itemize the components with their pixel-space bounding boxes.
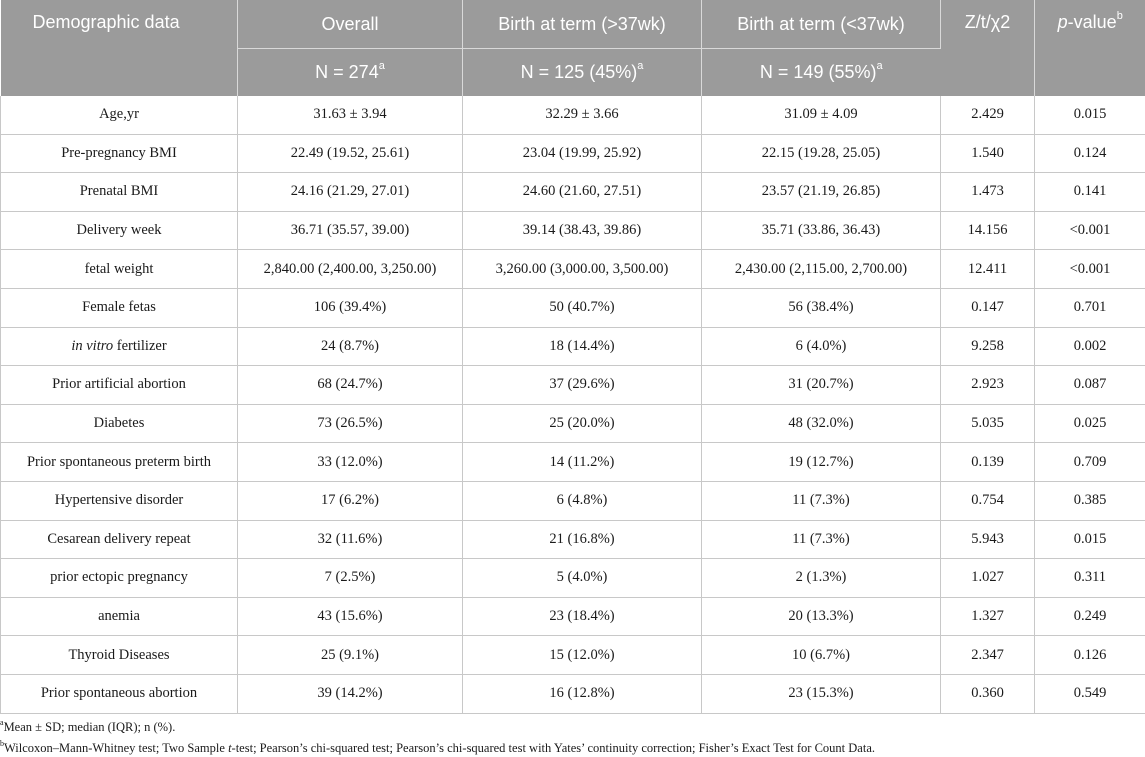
cell-overall: 24.16 (21.29, 27.01) bbox=[238, 173, 463, 212]
cell-p-value: 0.015 bbox=[1035, 96, 1145, 134]
cell-overall: 33 (12.0%) bbox=[238, 443, 463, 482]
cell-p-value: 0.126 bbox=[1035, 636, 1145, 675]
cell-preterm: 56 (38.4%) bbox=[702, 288, 941, 327]
cell-term: 23.04 (19.99, 25.92) bbox=[463, 134, 702, 173]
table-header bbox=[1, 0, 1145, 96]
footnote-b-mark: b bbox=[0, 738, 4, 748]
row-label: prior ectopic pregnancy bbox=[1, 559, 238, 598]
cell-statistic: 9.258 bbox=[941, 327, 1035, 366]
footnote-b bbox=[0, 738, 875, 756]
cell-p-value: 0.709 bbox=[1035, 443, 1145, 482]
cell-preterm: 31 (20.7%) bbox=[702, 366, 941, 405]
footnote-a-mark: a bbox=[0, 717, 4, 727]
header-p-mark: b bbox=[1116, 10, 1123, 22]
row-label-rest: fertilizer bbox=[113, 337, 167, 354]
cell-overall: 24 (8.7%) bbox=[238, 327, 463, 366]
cell-statistic: 0.147 bbox=[941, 288, 1035, 327]
cell-term: 5 (4.0%) bbox=[463, 559, 702, 598]
table-row bbox=[1, 636, 1145, 675]
row-label: Thyroid Diseases bbox=[1, 636, 238, 675]
cell-term: 6 (4.8%) bbox=[463, 481, 702, 520]
cell-statistic: 2.923 bbox=[941, 366, 1035, 405]
table-row bbox=[1, 443, 1145, 482]
table-row bbox=[1, 250, 1145, 289]
row-label: Diabetes bbox=[1, 404, 238, 443]
cell-statistic: 5.035 bbox=[941, 404, 1035, 443]
table-row bbox=[1, 288, 1145, 327]
cell-preterm: 10 (6.7%) bbox=[702, 636, 941, 675]
cell-statistic: 1.473 bbox=[941, 173, 1035, 212]
cell-preterm: 31.09 ± 4.09 bbox=[702, 96, 941, 134]
row-label-italic: in vitro bbox=[71, 337, 114, 354]
cell-p-value: 0.311 bbox=[1035, 559, 1145, 598]
header-demographic-data: Demographic data bbox=[1, 0, 238, 96]
header-overall: Overall bbox=[238, 0, 463, 49]
row-label: Delivery week bbox=[1, 211, 238, 250]
cell-term: 39.14 (38.43, 39.86) bbox=[463, 211, 702, 250]
header-term: Birth at term (>37wk) bbox=[463, 0, 702, 49]
header-p-value bbox=[1035, 0, 1145, 96]
cell-statistic: 1.540 bbox=[941, 134, 1035, 173]
cell-overall: 17 (6.2%) bbox=[238, 481, 463, 520]
cell-p-value: 0.025 bbox=[1035, 404, 1145, 443]
cell-overall: 36.71 (35.57, 39.00) bbox=[238, 211, 463, 250]
row-label: Prior artificial abortion bbox=[1, 366, 238, 405]
cell-preterm: 35.71 (33.86, 36.43) bbox=[702, 211, 941, 250]
table-row bbox=[1, 173, 1145, 212]
table-row bbox=[1, 674, 1145, 713]
row-label: Female fetas bbox=[1, 288, 238, 327]
table-row bbox=[1, 211, 1145, 250]
cell-term: 21 (16.8%) bbox=[463, 520, 702, 559]
header-term-n-text: N = 125 (45%) bbox=[520, 62, 638, 82]
cell-term: 50 (40.7%) bbox=[463, 288, 702, 327]
header-p-italic: p bbox=[1057, 12, 1068, 32]
header-overall-n bbox=[238, 49, 463, 97]
cell-p-value: <0.001 bbox=[1035, 211, 1145, 250]
cell-preterm: 23.57 (21.19, 26.85) bbox=[702, 173, 941, 212]
footnote-b-text-1: Wilcoxon–Mann-Whitney test; Two Sample bbox=[4, 741, 229, 755]
footnote-a bbox=[0, 717, 176, 735]
cell-term: 23 (18.4%) bbox=[463, 597, 702, 636]
row-label: fetal weight bbox=[1, 250, 238, 289]
cell-statistic: 1.327 bbox=[941, 597, 1035, 636]
row-label: anemia bbox=[1, 597, 238, 636]
header-term-n bbox=[463, 49, 702, 97]
table-row bbox=[1, 366, 1145, 405]
header-term-n-mark: a bbox=[637, 60, 644, 72]
row-label: Age,yr bbox=[1, 96, 238, 134]
table-row bbox=[1, 481, 1145, 520]
header-overall-n-mark: a bbox=[378, 60, 385, 72]
cell-statistic: 0.360 bbox=[941, 674, 1035, 713]
cell-term: 32.29 ± 3.66 bbox=[463, 96, 702, 134]
cell-p-value: 0.249 bbox=[1035, 597, 1145, 636]
cell-p-value: 0.087 bbox=[1035, 366, 1145, 405]
table-row bbox=[1, 559, 1145, 598]
cell-term: 16 (12.8%) bbox=[463, 674, 702, 713]
footnote-b-text-2: -test; Pearson’s chi-squared test; Pearson’s chi-squared test with Yates’ continuity correction; Fisher’s Exact Test for Count Data. bbox=[231, 741, 875, 755]
cell-statistic: 0.754 bbox=[941, 481, 1035, 520]
header-preterm-n-mark: a bbox=[876, 60, 883, 72]
table-row bbox=[1, 96, 1145, 134]
cell-overall: 2,840.00 (2,400.00, 3,250.00) bbox=[238, 250, 463, 289]
cell-overall: 43 (15.6%) bbox=[238, 597, 463, 636]
cell-overall: 22.49 (19.52, 25.61) bbox=[238, 134, 463, 173]
cell-statistic: 0.139 bbox=[941, 443, 1035, 482]
cell-term: 15 (12.0%) bbox=[463, 636, 702, 675]
cell-preterm: 6 (4.0%) bbox=[702, 327, 941, 366]
cell-overall: 31.63 ± 3.94 bbox=[238, 96, 463, 134]
row-label: Prior spontaneous abortion bbox=[1, 674, 238, 713]
cell-preterm: 23 (15.3%) bbox=[702, 674, 941, 713]
cell-overall: 32 (11.6%) bbox=[238, 520, 463, 559]
cell-p-value: 0.549 bbox=[1035, 674, 1145, 713]
cell-term: 24.60 (21.60, 27.51) bbox=[463, 173, 702, 212]
row-label: Hypertensive disorder bbox=[1, 481, 238, 520]
header-preterm: Birth at term (<37wk) bbox=[702, 0, 941, 49]
footnote-b-italic: t bbox=[228, 741, 232, 755]
header-statistic: Z/t/χ2 bbox=[941, 0, 1035, 96]
cell-p-value: 0.124 bbox=[1035, 134, 1145, 173]
cell-statistic: 2.347 bbox=[941, 636, 1035, 675]
cell-p-value: <0.001 bbox=[1035, 250, 1145, 289]
header-overall-n-text: N = 274 bbox=[315, 62, 379, 82]
header-p-rest: -value bbox=[1067, 12, 1117, 32]
cell-preterm: 11 (7.3%) bbox=[702, 520, 941, 559]
cell-statistic: 1.027 bbox=[941, 559, 1035, 598]
cell-term: 3,260.00 (3,000.00, 3,500.00) bbox=[463, 250, 702, 289]
table-row bbox=[1, 597, 1145, 636]
cell-term: 14 (11.2%) bbox=[463, 443, 702, 482]
header-preterm-n bbox=[702, 49, 941, 97]
table-row bbox=[1, 134, 1145, 173]
cell-p-value: 0.141 bbox=[1035, 173, 1145, 212]
cell-statistic: 2.429 bbox=[941, 96, 1035, 134]
row-label: Cesarean delivery repeat bbox=[1, 520, 238, 559]
header-preterm-n-text: N = 149 (55%) bbox=[759, 62, 877, 82]
cell-overall: 7 (2.5%) bbox=[238, 559, 463, 598]
cell-p-value: 0.002 bbox=[1035, 327, 1145, 366]
cell-preterm: 11 (7.3%) bbox=[702, 481, 941, 520]
cell-p-value: 0.385 bbox=[1035, 481, 1145, 520]
cell-term: 25 (20.0%) bbox=[463, 404, 702, 443]
row-label: Pre-pregnancy BMI bbox=[1, 134, 238, 173]
cell-overall: 106 (39.4%) bbox=[238, 288, 463, 327]
cell-statistic: 5.943 bbox=[941, 520, 1035, 559]
cell-term: 37 (29.6%) bbox=[463, 366, 702, 405]
cell-p-value: 0.015 bbox=[1035, 520, 1145, 559]
table-row bbox=[1, 520, 1145, 559]
cell-overall: 25 (9.1%) bbox=[238, 636, 463, 675]
cell-p-value: 0.701 bbox=[1035, 288, 1145, 327]
cell-overall: 39 (14.2%) bbox=[238, 674, 463, 713]
footnote-a-text: Mean ± SD; median (IQR); n (%). bbox=[3, 720, 176, 734]
row-label: Prior spontaneous preterm birth bbox=[1, 443, 238, 482]
table-row bbox=[1, 404, 1145, 443]
cell-preterm: 48 (32.0%) bbox=[702, 404, 941, 443]
cell-statistic: 14.156 bbox=[941, 211, 1035, 250]
row-label bbox=[1, 327, 238, 366]
cell-statistic: 12.411 bbox=[941, 250, 1035, 289]
cell-preterm: 2 (1.3%) bbox=[702, 559, 941, 598]
table-row bbox=[1, 327, 1145, 366]
cell-preterm: 2,430.00 (2,115.00, 2,700.00) bbox=[702, 250, 941, 289]
cell-overall: 73 (26.5%) bbox=[238, 404, 463, 443]
cell-preterm: 19 (12.7%) bbox=[702, 443, 941, 482]
cell-overall: 68 (24.7%) bbox=[238, 366, 463, 405]
cell-term: 18 (14.4%) bbox=[463, 327, 702, 366]
cell-preterm: 20 (13.3%) bbox=[702, 597, 941, 636]
cell-preterm: 22.15 (19.28, 25.05) bbox=[702, 134, 941, 173]
row-label: Prenatal BMI bbox=[1, 173, 238, 212]
table-body bbox=[1, 96, 1145, 713]
